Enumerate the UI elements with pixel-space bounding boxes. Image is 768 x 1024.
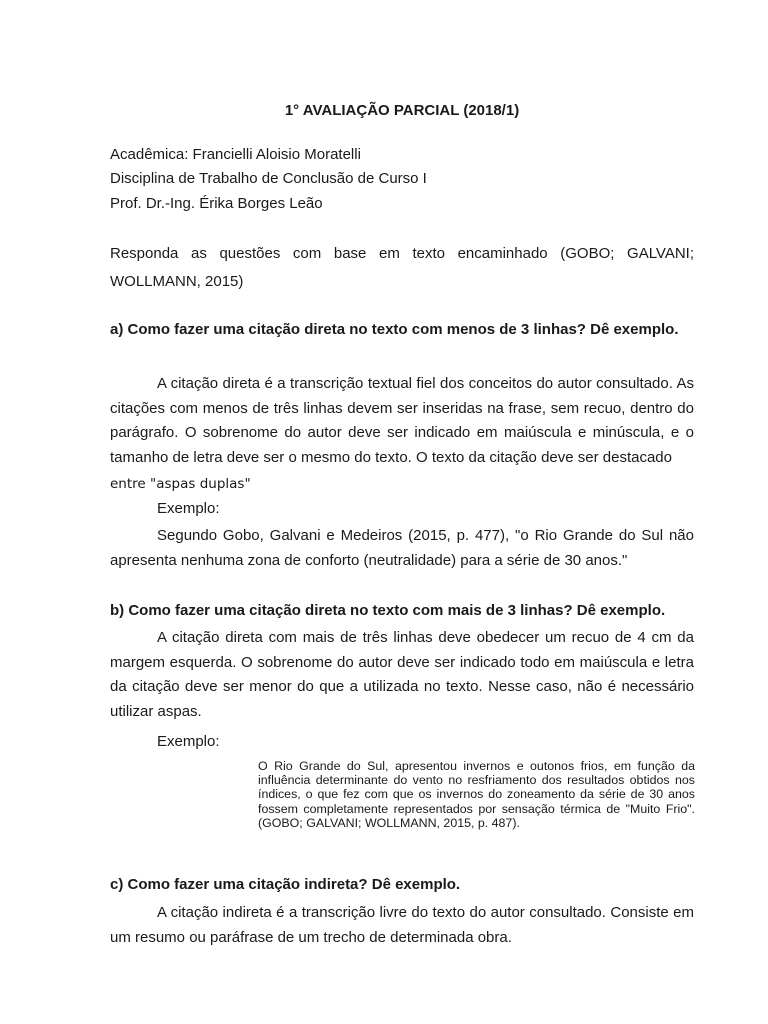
question-a-answer: A citação direta é a transcrição textual fiel dos conceitos do autor consultado. As citações com menos de três linhas devem ser inseridas na frase, sem recuo, dentro do parágrafo. O sobrenome do autor deve ser indicado em maiúscula e minúscula, e o tamanho de letra deve ser o mesmo do texto. O texto da citação deve ser destacado (110, 375, 694, 466)
question-c-heading: c) Como fazer uma citação indireta? Dê exemplo. (110, 876, 461, 893)
professor-name: Prof. Dr.-Ing. Érika Borges Leão (110, 195, 323, 212)
instructions-paragraph: Responda as questões com base em texto encaminhado (GOBO; GALVANI; WOLLMANN, 2015) (110, 245, 694, 290)
question-a-example-label: Exemplo: (157, 500, 220, 517)
question-a-answer-tail: entre "aspas duplas" (110, 476, 251, 492)
document-title: 1° AVALIAÇÃO PARCIAL (2018/1) (284, 102, 520, 119)
question-b-block-quote: O Rio Grande do Sul, apresentou invernos e outonos frios, em função da influência determinante do vento no resfriamento dos resultados obtidos nos índices, o que fez com que os invernos do zoneamento da série de 30 anos fossem completamente representados por sensação térmica de "Muito Frio". (GOBO; GALVANI; WOLLMANN, 2015, p. 487). (258, 759, 695, 830)
question-a-example: Segundo Gobo, Galvani e Medeiros (2015, p. 477), "o Rio Grande do Sul não apresenta nenhuma zona de conforto (neutralidade) para a série de 30 anos." (110, 527, 694, 569)
course-name: Disciplina de Trabalho de Conclusão de Curso I (110, 170, 427, 187)
question-c-answer: A citação indireta é a transcrição livre do texto do autor consultado. Consiste em um resumo ou paráfrase de um trecho de determinada obra. (110, 904, 694, 946)
question-b-answer: A citação direta com mais de três linhas deve obedecer um recuo de 4 cm da margem esquerda. O sobrenome do autor deve ser indicado todo em maiúscula e letra da citação deve ser menor do que a utilizada no texto. Nesse caso, não é necessário utilizar aspas. (110, 629, 694, 720)
question-a-heading: a) Como fazer uma citação direta no texto com menos de 3 linhas? Dê exemplo. (110, 321, 679, 338)
student-name: Acadêmica: Francielli Aloisio Moratelli (110, 146, 361, 163)
question-b-example-label: Exemplo: (157, 733, 220, 750)
question-b-heading: b) Como fazer uma citação direta no texto com mais de 3 linhas? Dê exemplo. (110, 602, 666, 619)
